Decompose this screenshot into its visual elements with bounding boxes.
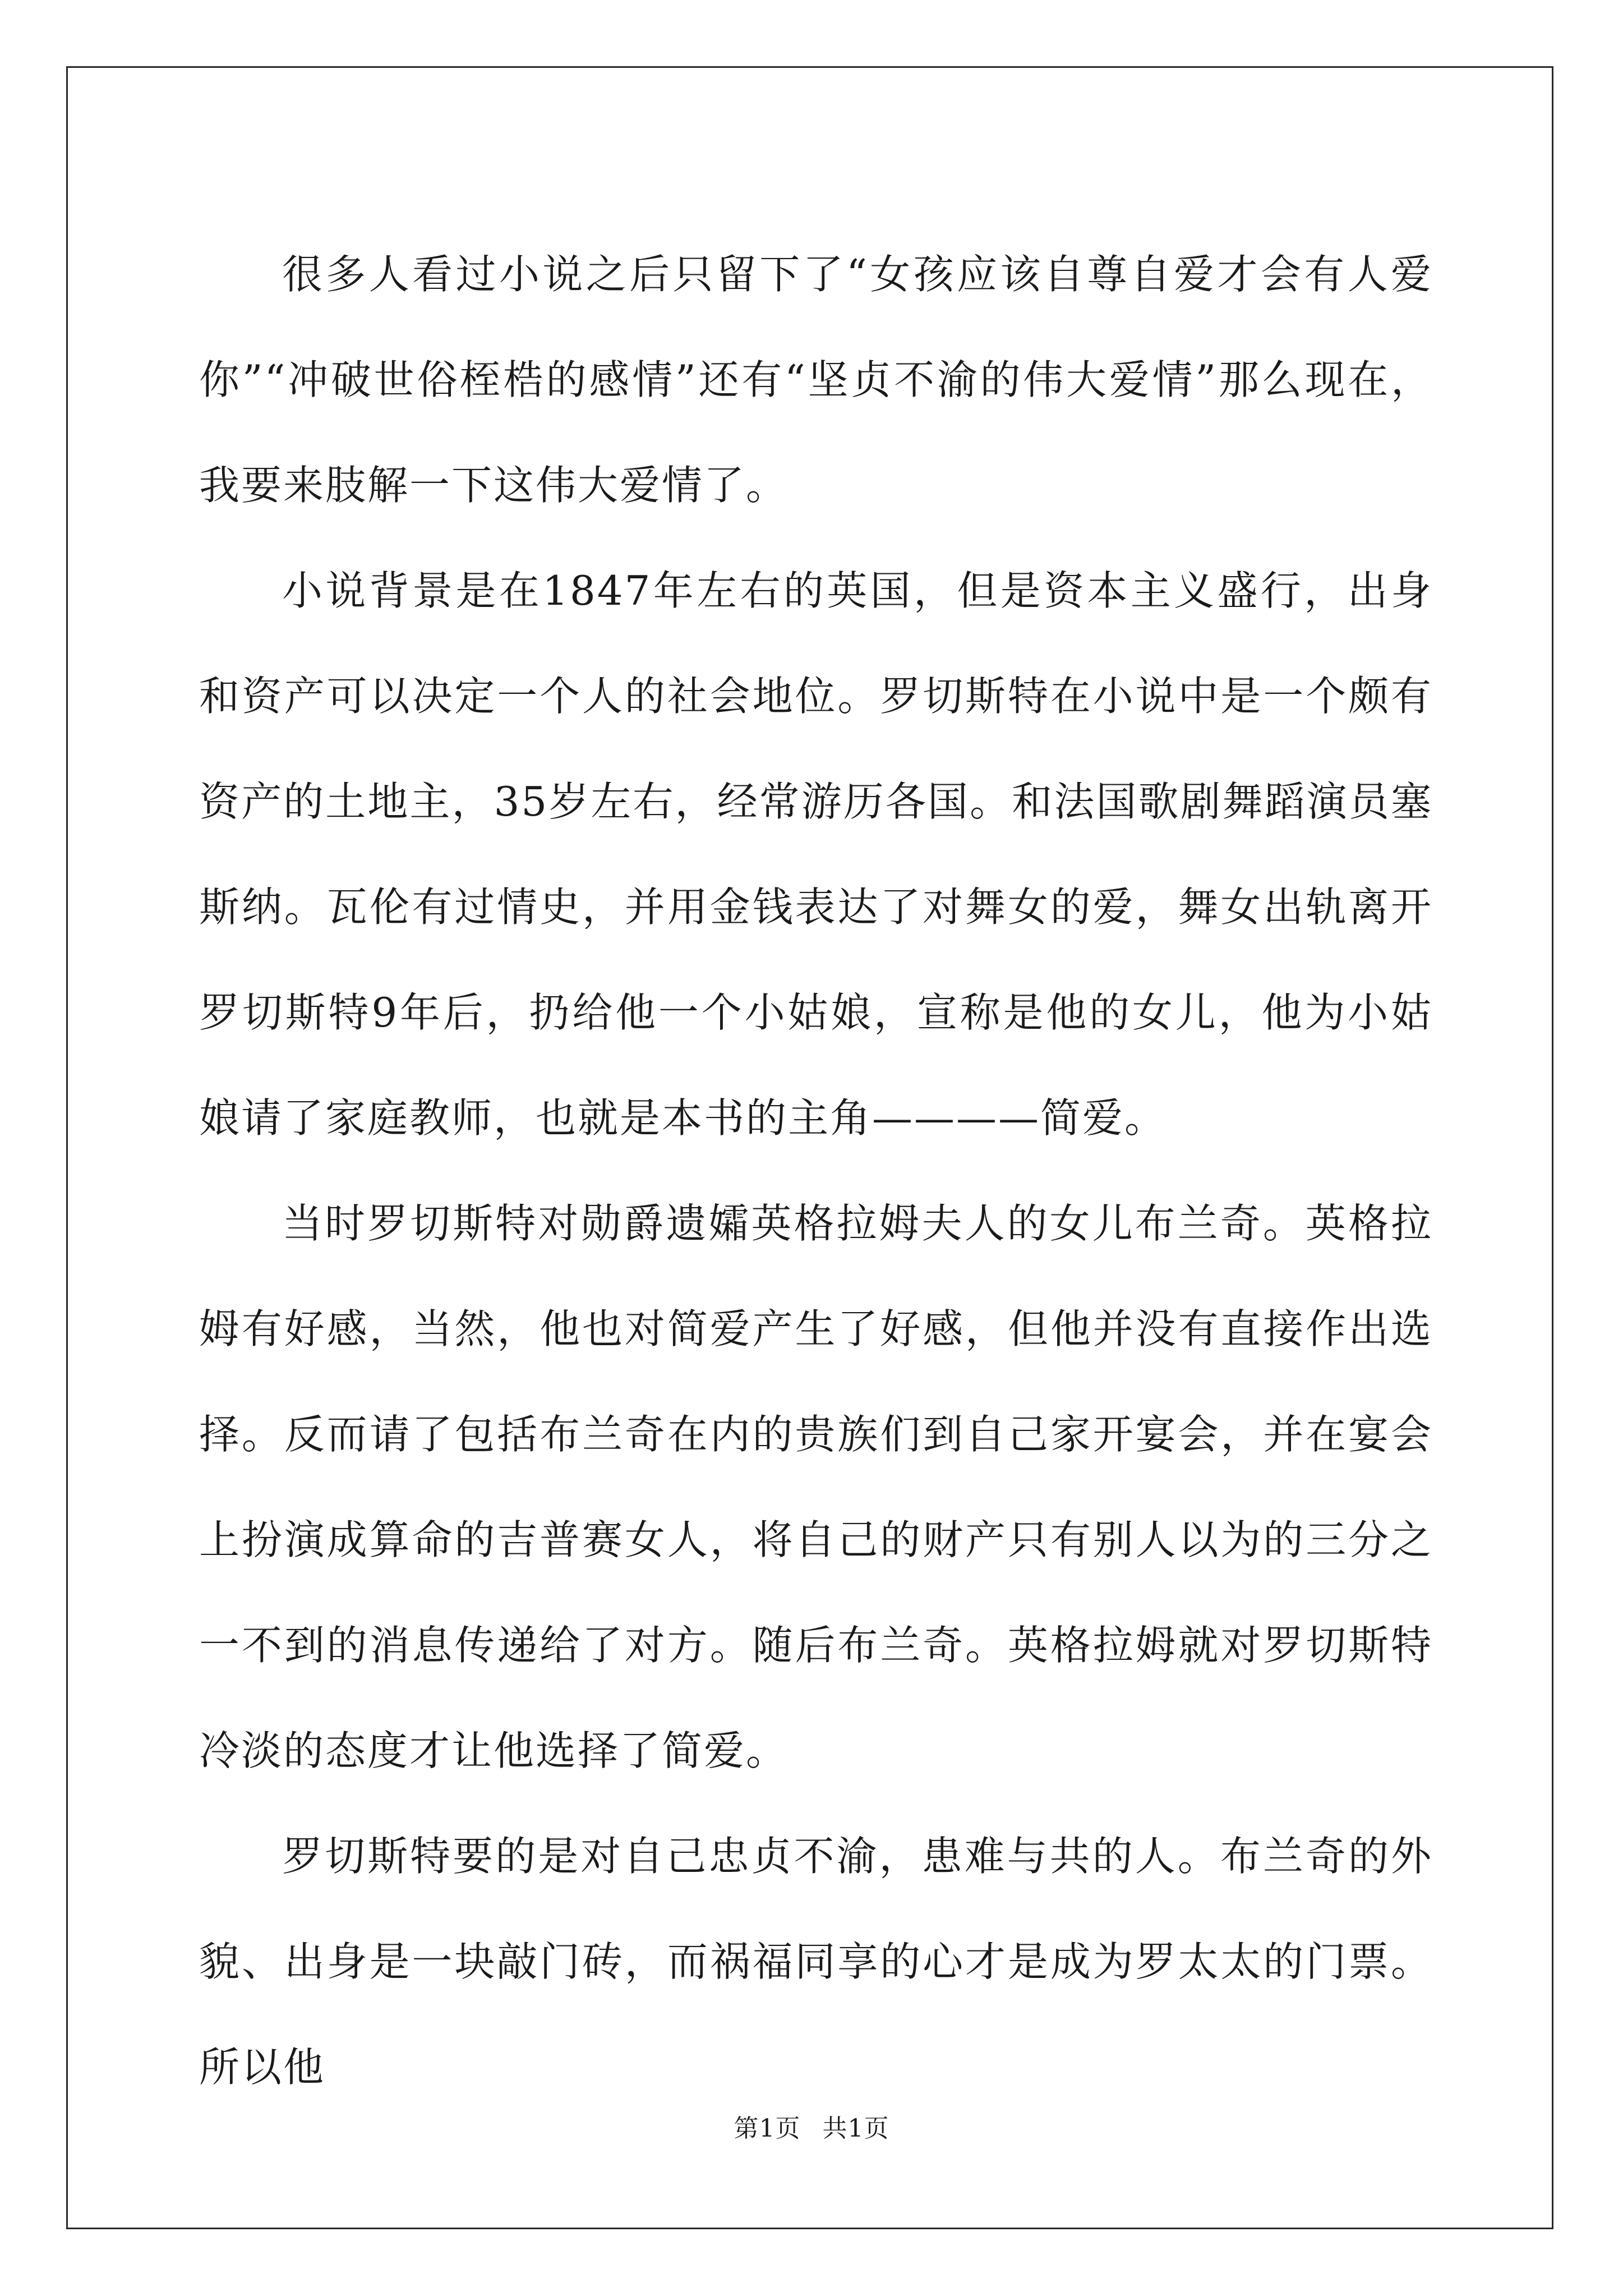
paragraph-1: 很多人看过小说之后只留下了“女孩应该自尊自爱才会有人爱你”“冲破世俗桎梏的感情”还有“坚贞不渝的伟大爱情”那么现在，我要来肢解一下这伟大爱情了。 — [199, 251, 1433, 509]
page-number-current: 第1页 — [734, 2114, 801, 2143]
paragraph-3: 当时罗切斯特对勋爵遗孀英格拉姆夫人的女儿布兰奇。英格拉姆有好感，当然，他也对简爱产生了好感，但他并没有直接作出选择。反而请了包括布兰奇在内的贵族们到自己家开宴会，并在宴会上扮演成算命的吉普赛女人，将自己的财产只有别人以为的三分之一不到的消息传递给了对方。随后布兰奇。英格拉姆就对罗切斯特冷淡的态度才让他选择了简爱。 — [199, 1200, 1433, 1774]
page-number-total: 共1页 — [822, 2114, 889, 2143]
page-footer — [0, 2112, 1623, 2146]
paragraph-2: 小说背景是在1847年左右的英国，但是资本主义盛行，出身和资产可以决定一个人的社会地位。罗切斯特在小说中是一个颇有资产的土地主，35岁左右，经常游历各国。和法国歌剧舞蹈演员塞斯纳。瓦伦有过情史，并用金钱表达了对舞女的爱，舞女出轨离开罗切斯特9年后，扔给他一个小姑娘，宣称是他的女儿，他为小姑娘请了家庭教师，也就是本书的主角————简爱。 — [199, 567, 1433, 1142]
document-body — [199, 222, 1433, 2120]
paragraph-4: 罗切斯特要的是对自己忠贞不渝，患难与共的人。布兰奇的外貌、出身是一块敲门砖，而祸福同享的心才是成为罗太太的门票。所以他 — [199, 1833, 1433, 2091]
